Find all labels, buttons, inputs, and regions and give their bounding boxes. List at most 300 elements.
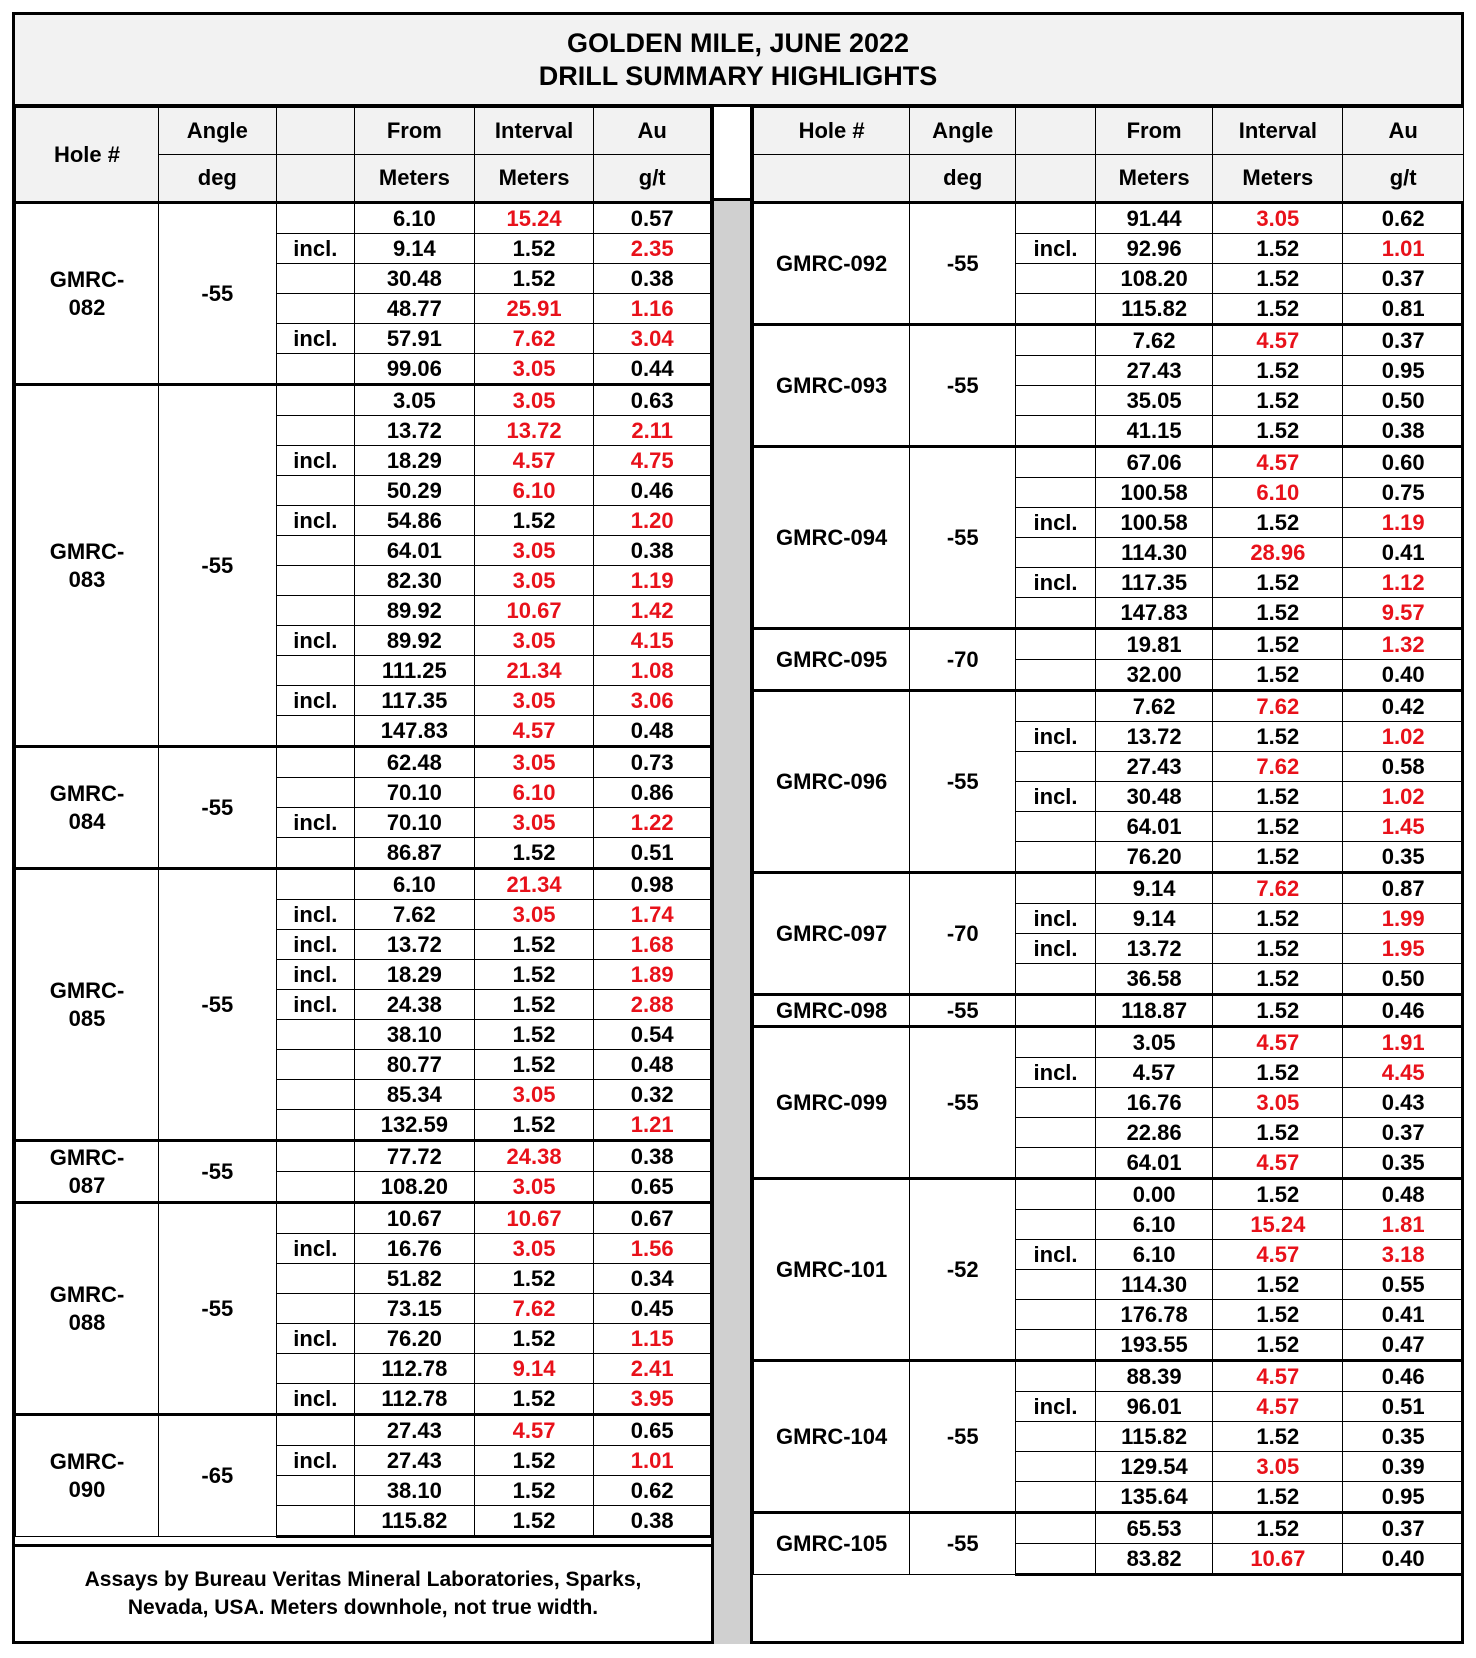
- incl-note: [1016, 203, 1096, 234]
- incl-note: [1016, 1027, 1096, 1058]
- au-grade: 0.41: [1343, 1300, 1464, 1330]
- hole-id: GMRC-099: [754, 1027, 910, 1179]
- interval-meters: 4.57: [1213, 1148, 1343, 1179]
- from-meters: 30.48: [1095, 782, 1212, 812]
- from-meters: 108.20: [355, 1172, 475, 1203]
- au-grade: 3.06: [594, 686, 711, 716]
- au-grade: 1.32: [1343, 629, 1464, 660]
- interval-meters: 3.05: [1213, 1452, 1343, 1482]
- from-meters: 70.10: [355, 808, 475, 838]
- au-grade: 0.40: [1343, 660, 1464, 691]
- interval-meters: 3.05: [474, 566, 594, 596]
- from-meters: 83.82: [1095, 1544, 1212, 1575]
- from-meters: 13.72: [1095, 934, 1212, 964]
- au-grade: 0.35: [1343, 842, 1464, 873]
- incl-note: incl.: [1016, 508, 1096, 538]
- incl-note: [1016, 1270, 1096, 1300]
- au-grade: 0.58: [1343, 752, 1464, 782]
- au-grade: 0.54: [594, 1020, 711, 1050]
- au-grade: 1.95: [1343, 934, 1464, 964]
- from-meters: 100.58: [1095, 478, 1212, 508]
- incl-note: [1016, 598, 1096, 629]
- interval-meters: 1.52: [1213, 842, 1343, 873]
- au-grade: 0.37: [1343, 1118, 1464, 1148]
- incl-note: incl.: [1016, 568, 1096, 598]
- from-meters: 35.05: [1095, 386, 1212, 416]
- title-line-1: GOLDEN MILE, JUNE 2022: [566, 27, 910, 58]
- incl-note: incl.: [1016, 934, 1096, 964]
- table-row: [754, 1361, 1464, 1392]
- from-meters: 132.59: [355, 1110, 475, 1141]
- interval-meters: 1.52: [1213, 508, 1343, 538]
- header-au-unit: g/t: [1343, 155, 1464, 203]
- interval-meters: 1.52: [1213, 1482, 1343, 1513]
- header-hole: Hole #: [754, 108, 910, 155]
- from-meters: 76.20: [355, 1324, 475, 1354]
- au-grade: 1.91: [1343, 1027, 1464, 1058]
- interval-meters: 1.52: [474, 1476, 594, 1506]
- incl-note: [1016, 1361, 1096, 1392]
- au-grade: 0.95: [1343, 356, 1464, 386]
- hole-id: GMRC-088: [16, 1203, 159, 1415]
- from-meters: 117.35: [355, 686, 475, 716]
- from-meters: 7.62: [1095, 325, 1212, 356]
- from-meters: 108.20: [1095, 264, 1212, 294]
- interval-meters: 1.52: [1213, 386, 1343, 416]
- interval-meters: 1.52: [474, 1324, 594, 1354]
- drill-table-right: [753, 107, 1464, 1576]
- au-grade: 0.81: [1343, 294, 1464, 325]
- incl-note: [276, 1141, 354, 1172]
- hole-angle: -55: [910, 1513, 1016, 1575]
- from-meters: 27.43: [355, 1446, 475, 1476]
- table-row: [754, 691, 1464, 722]
- au-grade: 1.42: [594, 596, 711, 626]
- table-row: [16, 203, 711, 234]
- interval-meters: 3.05: [474, 1234, 594, 1264]
- interval-meters: 1.52: [1213, 1058, 1343, 1088]
- from-meters: 30.48: [355, 264, 475, 294]
- interval-meters: 6.10: [1213, 478, 1343, 508]
- from-meters: 115.82: [1095, 294, 1212, 325]
- hole-id: GMRC-094: [754, 447, 910, 629]
- interval-meters: 1.52: [474, 506, 594, 536]
- interval-meters: 1.52: [1213, 568, 1343, 598]
- au-grade: 1.68: [594, 930, 711, 960]
- au-grade: 1.81: [1343, 1210, 1464, 1240]
- table-row: [754, 325, 1464, 356]
- au-grade: 1.22: [594, 808, 711, 838]
- interval-meters: 1.52: [474, 234, 594, 264]
- from-meters: 18.29: [355, 960, 475, 990]
- interval-meters: 4.57: [1213, 1240, 1343, 1270]
- interval-meters: 10.67: [474, 596, 594, 626]
- au-grade: 0.45: [594, 1294, 711, 1324]
- interval-meters: 7.62: [1213, 752, 1343, 782]
- interval-meters: 3.05: [474, 747, 594, 778]
- incl-note: [276, 596, 354, 626]
- hole-angle: -70: [910, 629, 1016, 691]
- header-note: [1016, 108, 1096, 155]
- from-meters: 70.10: [355, 778, 475, 808]
- incl-note: incl.: [276, 1234, 354, 1264]
- drill-table-left: [15, 107, 711, 1538]
- from-meters: 115.82: [355, 1506, 475, 1537]
- from-meters: 9.14: [355, 234, 475, 264]
- hole-id: GMRC-087: [16, 1141, 159, 1203]
- from-meters: 117.35: [1095, 568, 1212, 598]
- interval-meters: 4.57: [1213, 325, 1343, 356]
- incl-note: [276, 747, 354, 778]
- from-meters: 96.01: [1095, 1392, 1212, 1422]
- au-grade: 4.45: [1343, 1058, 1464, 1088]
- table-row: [754, 203, 1464, 234]
- au-grade: 0.60: [1343, 447, 1464, 478]
- incl-note: [276, 354, 354, 385]
- au-grade: 0.48: [1343, 1179, 1464, 1210]
- interval-meters: 3.05: [1213, 203, 1343, 234]
- separator-header: [714, 107, 750, 201]
- incl-note: [1016, 1118, 1096, 1148]
- interval-meters: 3.05: [474, 385, 594, 416]
- hole-id: GMRC-097: [754, 873, 910, 995]
- au-grade: 0.98: [594, 869, 711, 900]
- interval-meters: 15.24: [474, 203, 594, 234]
- from-meters: 38.10: [355, 1020, 475, 1050]
- from-meters: 193.55: [1095, 1330, 1212, 1361]
- incl-note: incl.: [1016, 722, 1096, 752]
- from-meters: 100.58: [1095, 508, 1212, 538]
- incl-note: [1016, 1088, 1096, 1118]
- au-grade: 1.74: [594, 900, 711, 930]
- au-grade: 1.16: [594, 294, 711, 324]
- from-meters: 118.87: [1095, 995, 1212, 1027]
- incl-note: [276, 1415, 354, 1446]
- from-meters: 99.06: [355, 354, 475, 385]
- hole-angle: -55: [159, 747, 277, 869]
- interval-meters: 1.52: [1213, 1330, 1343, 1361]
- au-grade: 1.01: [1343, 234, 1464, 264]
- table-row: [754, 1027, 1464, 1058]
- interval-meters: 7.62: [474, 324, 594, 354]
- interval-meters: 1.52: [1213, 629, 1343, 660]
- interval-meters: 1.52: [474, 1384, 594, 1415]
- au-grade: 4.75: [594, 446, 711, 476]
- incl-note: [276, 1294, 354, 1324]
- hole-angle: -65: [159, 1415, 277, 1537]
- from-meters: 54.86: [355, 506, 475, 536]
- interval-meters: 6.10: [474, 476, 594, 506]
- from-meters: 86.87: [355, 838, 475, 869]
- from-meters: 18.29: [355, 446, 475, 476]
- interval-meters: 1.52: [1213, 995, 1343, 1027]
- hole-id: GMRC-105: [754, 1513, 910, 1575]
- hole-id: GMRC-092: [754, 203, 910, 325]
- from-meters: 6.10: [1095, 1240, 1212, 1270]
- table-row: [754, 995, 1464, 1027]
- au-grade: 1.02: [1343, 722, 1464, 752]
- header-note-unit: [276, 155, 354, 203]
- au-grade: 0.75: [1343, 478, 1464, 508]
- interval-meters: 1.52: [1213, 934, 1343, 964]
- interval-meters: 1.52: [474, 990, 594, 1020]
- from-meters: 6.10: [1095, 1210, 1212, 1240]
- au-grade: 0.35: [1343, 1422, 1464, 1452]
- incl-note: [1016, 1422, 1096, 1452]
- from-meters: 114.30: [1095, 1270, 1212, 1300]
- incl-note: [1016, 1300, 1096, 1330]
- incl-note: incl.: [1016, 1240, 1096, 1270]
- interval-meters: 3.05: [474, 808, 594, 838]
- au-grade: 0.73: [594, 747, 711, 778]
- au-grade: 0.37: [1343, 264, 1464, 294]
- hole-angle: -55: [910, 1361, 1016, 1513]
- interval-meters: 1.52: [1213, 356, 1343, 386]
- hole-id: GMRC-104: [754, 1361, 910, 1513]
- au-grade: 1.19: [1343, 508, 1464, 538]
- from-meters: 32.00: [1095, 660, 1212, 691]
- incl-note: incl.: [276, 506, 354, 536]
- hole-angle: -55: [910, 1027, 1016, 1179]
- incl-note: [1016, 873, 1096, 904]
- incl-note: [276, 716, 354, 747]
- incl-note: [1016, 660, 1096, 691]
- header-au: Au: [1343, 108, 1464, 155]
- incl-note: incl.: [1016, 1392, 1096, 1422]
- table-header-right: [754, 108, 1464, 203]
- interval-meters: 4.57: [1213, 447, 1343, 478]
- interval-meters: 1.52: [1213, 660, 1343, 691]
- interval-meters: 6.10: [474, 778, 594, 808]
- au-grade: 0.62: [1343, 203, 1464, 234]
- au-grade: 0.87: [1343, 873, 1464, 904]
- incl-note: incl.: [276, 960, 354, 990]
- au-grade: 2.35: [594, 234, 711, 264]
- separator-shade: [714, 201, 750, 1644]
- au-grade: 0.37: [1343, 325, 1464, 356]
- interval-meters: 1.52: [1213, 1422, 1343, 1452]
- interval-meters: 3.05: [474, 686, 594, 716]
- table-row: [754, 1513, 1464, 1544]
- title-line-2: DRILL SUMMARY HIGHLIGHTS: [538, 60, 938, 91]
- incl-note: [276, 1110, 354, 1141]
- au-grade: 0.41: [1343, 538, 1464, 568]
- au-grade: 1.45: [1343, 812, 1464, 842]
- incl-note: [1016, 629, 1096, 660]
- document-title: [12, 12, 1464, 107]
- incl-note: [1016, 1482, 1096, 1513]
- from-meters: 13.72: [355, 416, 475, 446]
- header-interval-unit: Meters: [474, 155, 594, 203]
- hole-angle: -55: [159, 1141, 277, 1203]
- from-meters: 85.34: [355, 1080, 475, 1110]
- incl-note: [1016, 356, 1096, 386]
- incl-note: [276, 1264, 354, 1294]
- hole-angle: -55: [910, 203, 1016, 325]
- au-grade: 1.56: [594, 1234, 711, 1264]
- incl-note: [1016, 691, 1096, 722]
- from-meters: 92.96: [1095, 234, 1212, 264]
- au-grade: 2.41: [594, 1354, 711, 1384]
- au-grade: 0.62: [594, 1476, 711, 1506]
- from-meters: 89.92: [355, 626, 475, 656]
- au-grade: 0.42: [1343, 691, 1464, 722]
- incl-note: [1016, 752, 1096, 782]
- from-meters: 3.05: [355, 385, 475, 416]
- au-grade: 0.46: [1343, 1361, 1464, 1392]
- interval-meters: 21.34: [474, 869, 594, 900]
- au-grade: 0.47: [1343, 1330, 1464, 1361]
- interval-meters: 1.52: [1213, 264, 1343, 294]
- hole-id: GMRC-095: [754, 629, 910, 691]
- interval-meters: 4.57: [474, 1415, 594, 1446]
- interval-meters: 24.38: [474, 1141, 594, 1172]
- incl-note: [1016, 1148, 1096, 1179]
- au-grade: 0.65: [594, 1415, 711, 1446]
- hole-id: GMRC-082: [16, 203, 159, 385]
- interval-meters: 1.52: [1213, 782, 1343, 812]
- incl-note: incl.: [276, 234, 354, 264]
- incl-note: [276, 416, 354, 446]
- incl-note: [1016, 1513, 1096, 1544]
- au-grade: 3.95: [594, 1384, 711, 1415]
- from-meters: 27.43: [1095, 752, 1212, 782]
- from-meters: 38.10: [355, 1476, 475, 1506]
- table-row: [754, 873, 1464, 904]
- from-meters: 65.53: [1095, 1513, 1212, 1544]
- au-grade: 0.44: [594, 354, 711, 385]
- table-row: [16, 747, 711, 778]
- incl-note: incl.: [276, 990, 354, 1020]
- hole-angle: -55: [910, 995, 1016, 1027]
- incl-note: [276, 1020, 354, 1050]
- from-meters: 6.10: [355, 869, 475, 900]
- table-row: [16, 1203, 711, 1234]
- au-grade: 4.15: [594, 626, 711, 656]
- au-grade: 0.32: [594, 1080, 711, 1110]
- au-grade: 0.48: [594, 1050, 711, 1080]
- from-meters: 0.00: [1095, 1179, 1212, 1210]
- interval-meters: 4.57: [1213, 1027, 1343, 1058]
- incl-note: incl.: [1016, 1058, 1096, 1088]
- hole-angle: -55: [910, 447, 1016, 629]
- incl-note: [1016, 478, 1096, 508]
- incl-note: incl.: [276, 686, 354, 716]
- interval-meters: 1.52: [1213, 904, 1343, 934]
- incl-note: [1016, 1179, 1096, 1210]
- interval-meters: 25.91: [474, 294, 594, 324]
- interval-meters: 1.52: [1213, 416, 1343, 447]
- au-grade: 1.02: [1343, 782, 1464, 812]
- interval-meters: 10.67: [1213, 1544, 1343, 1575]
- incl-note: [1016, 264, 1096, 294]
- interval-meters: 7.62: [1213, 691, 1343, 722]
- au-grade: 0.55: [1343, 1270, 1464, 1300]
- from-meters: 91.44: [1095, 203, 1212, 234]
- from-meters: 6.10: [355, 203, 475, 234]
- au-grade: 0.46: [1343, 995, 1464, 1027]
- from-meters: 48.77: [355, 294, 475, 324]
- from-meters: 64.01: [355, 536, 475, 566]
- incl-note: incl.: [1016, 234, 1096, 264]
- incl-note: [276, 1354, 354, 1384]
- interval-meters: 1.52: [1213, 1270, 1343, 1300]
- interval-meters: 1.52: [474, 1446, 594, 1476]
- incl-note: incl.: [276, 900, 354, 930]
- au-grade: 0.67: [594, 1203, 711, 1234]
- from-meters: 27.43: [355, 1415, 475, 1446]
- au-grade: 0.38: [594, 1141, 711, 1172]
- table-row: [16, 1415, 711, 1446]
- hole-id: GMRC-083: [16, 385, 159, 747]
- interval-meters: 13.72: [474, 416, 594, 446]
- table-body-right: [754, 203, 1464, 1575]
- hole-id: GMRC-084: [16, 747, 159, 869]
- header-from-unit: Meters: [355, 155, 475, 203]
- incl-note: [1016, 447, 1096, 478]
- incl-note: incl.: [276, 626, 354, 656]
- from-meters: 67.06: [1095, 447, 1212, 478]
- au-grade: 0.37: [1343, 1513, 1464, 1544]
- au-grade: 1.21: [594, 1110, 711, 1141]
- hole-angle: -55: [159, 869, 277, 1141]
- interval-meters: 9.14: [474, 1354, 594, 1384]
- interval-meters: 1.52: [1213, 1179, 1343, 1210]
- au-grade: 0.51: [594, 838, 711, 869]
- from-meters: 76.20: [1095, 842, 1212, 873]
- incl-note: [1016, 1452, 1096, 1482]
- header-au: Au: [594, 108, 711, 155]
- au-grade: 3.18: [1343, 1240, 1464, 1270]
- hole-angle: -70: [910, 873, 1016, 995]
- interval-meters: 1.52: [474, 1020, 594, 1050]
- incl-note: [1016, 416, 1096, 447]
- incl-note: incl.: [276, 1446, 354, 1476]
- from-meters: 13.72: [1095, 722, 1212, 752]
- interval-meters: 1.52: [474, 960, 594, 990]
- au-grade: 0.35: [1343, 1148, 1464, 1179]
- from-meters: 111.25: [355, 656, 475, 686]
- header-angle: Angle: [159, 108, 277, 155]
- interval-meters: 1.52: [1213, 964, 1343, 995]
- au-grade: 0.39: [1343, 1452, 1464, 1482]
- incl-note: incl.: [276, 1384, 354, 1415]
- from-meters: 27.43: [1095, 356, 1212, 386]
- header-angle: Angle: [910, 108, 1016, 155]
- hole-id: GMRC-096: [754, 691, 910, 873]
- interval-meters: 1.52: [1213, 722, 1343, 752]
- from-meters: 57.91: [355, 324, 475, 354]
- incl-note: [1016, 538, 1096, 568]
- from-meters: 129.54: [1095, 1452, 1212, 1482]
- incl-note: [276, 1476, 354, 1506]
- au-grade: 1.20: [594, 506, 711, 536]
- incl-note: [276, 1506, 354, 1537]
- interval-meters: 3.05: [474, 536, 594, 566]
- interval-meters: 4.57: [474, 716, 594, 747]
- table-row: [16, 1141, 711, 1172]
- incl-note: incl.: [276, 1324, 354, 1354]
- from-meters: 10.67: [355, 1203, 475, 1234]
- from-meters: 115.82: [1095, 1422, 1212, 1452]
- incl-note: [1016, 325, 1096, 356]
- incl-note: [276, 1203, 354, 1234]
- interval-meters: 3.05: [1213, 1088, 1343, 1118]
- header-interval: Interval: [474, 108, 594, 155]
- incl-note: [276, 778, 354, 808]
- hole-id: GMRC-101: [754, 1179, 910, 1361]
- incl-note: [1016, 1210, 1096, 1240]
